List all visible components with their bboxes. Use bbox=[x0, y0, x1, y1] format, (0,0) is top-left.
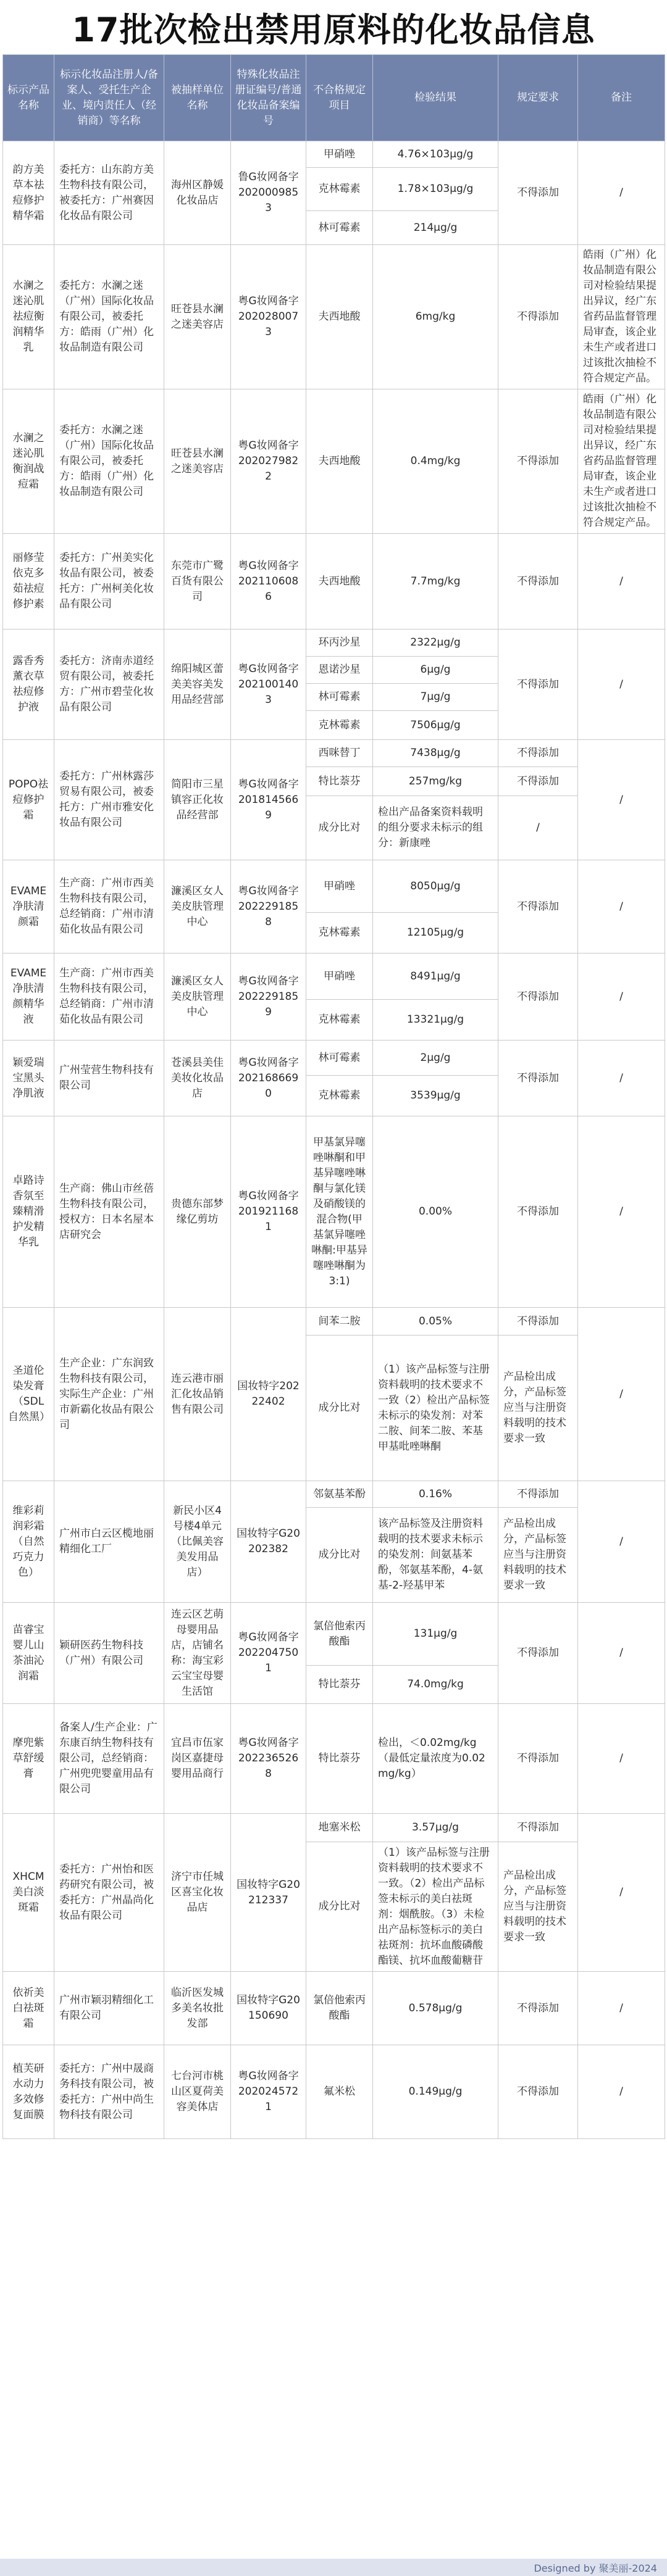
table-row bbox=[3, 1041, 665, 1076]
header-sampled-unit: 被抽样单位名称 bbox=[164, 55, 231, 141]
test-result-cell: 0.00% bbox=[373, 1116, 498, 1308]
requirement-cell: 不得添加 bbox=[498, 1972, 578, 2045]
product-name-cell: 颖爱瑞宝黑头净肌液 bbox=[3, 1041, 54, 1116]
header-failed-item: 不合格规定项目 bbox=[306, 55, 373, 141]
registration-code-cell: 粤G妆网备字2022291858 bbox=[231, 860, 306, 954]
failed-item-cell: 克林霉素 bbox=[306, 913, 373, 954]
failed-item-cell: 成分比对 bbox=[306, 1508, 373, 1603]
test-result-cell: 3.57μg/g bbox=[373, 1814, 498, 1842]
table-row bbox=[3, 860, 665, 913]
product-name-cell: 依祈美白祛斑霜 bbox=[3, 1972, 54, 2045]
failed-item-cell: 成分比对 bbox=[306, 1842, 373, 1972]
failed-item-cell: 林可霉素 bbox=[306, 1041, 373, 1076]
product-table bbox=[2, 54, 665, 2139]
test-result-cell: 7.7mg/kg bbox=[373, 534, 498, 629]
note-cell: / bbox=[578, 1704, 665, 1814]
failed-item-cell: 夫西地酸 bbox=[306, 534, 373, 629]
footer-credit: Designed by 聚美丽-2024 bbox=[0, 2559, 667, 2576]
failed-item-cell: 西咪替丁 bbox=[306, 740, 373, 767]
table-header-row bbox=[3, 55, 665, 141]
failed-item-cell: 恩诺沙星 bbox=[306, 657, 373, 684]
failed-item-cell: 间苯二胺 bbox=[306, 1308, 373, 1336]
company-cell: 委托方：济南赤道经贸有限公司，被委托方：广州市碧莹化妆品有限公司 bbox=[54, 629, 164, 740]
sampled-unit-cell: 七台河市桃山区夏荷美容美体店 bbox=[164, 2045, 231, 2139]
requirement-cell: 不得添加 bbox=[498, 1308, 578, 1336]
sampled-unit-cell: 濂溪区女人美皮肤管理中心 bbox=[164, 860, 231, 954]
test-result-cell: 检出产品备案资料载明的组分要求未标示的组分：新康唑 bbox=[373, 796, 498, 860]
requirement-cell: 不得添加 bbox=[498, 740, 578, 767]
test-result-cell: 74.0mg/kg bbox=[373, 1666, 498, 1704]
sampled-unit-cell: 东莞市广鹭百货有限公司 bbox=[164, 534, 231, 629]
failed-item-cell: 成分比对 bbox=[306, 796, 373, 860]
note-cell: / bbox=[578, 2045, 665, 2139]
table-row bbox=[3, 141, 665, 168]
note-cell: / bbox=[578, 1116, 665, 1308]
product-table-wrapper bbox=[2, 54, 665, 2139]
note-cell: / bbox=[578, 1814, 665, 1972]
failed-item-cell: 林可霉素 bbox=[306, 211, 373, 245]
failed-item-cell: 氟米松 bbox=[306, 2045, 373, 2139]
company-cell: 备案人/生产企业：广东康百纳生物科技有限公司，总经销商：广州兜兜婴童用品有限公司 bbox=[54, 1704, 164, 1814]
note-cell: / bbox=[578, 1481, 665, 1603]
failed-item-cell: 夫西地酸 bbox=[306, 245, 373, 389]
sampled-unit-cell: 濂溪区女人美皮肤管理中心 bbox=[164, 954, 231, 1041]
product-name-cell: 水澜之迷沁肌祛痘衡润精华乳 bbox=[3, 245, 54, 389]
test-result-cell: 8050μg/g bbox=[373, 860, 498, 913]
product-name-cell: 维彩莉润彩霜（自然巧克力色） bbox=[3, 1481, 54, 1603]
registration-code-cell: 粤G妆网备字2021106086 bbox=[231, 534, 306, 629]
registration-code-cell: 粤G妆网备字2018145669 bbox=[231, 740, 306, 860]
failed-item-cell: 地塞米松 bbox=[306, 1814, 373, 1842]
product-name-cell: 摩兜紫草舒缓膏 bbox=[3, 1704, 54, 1814]
requirement-cell: 不得添加 bbox=[498, 534, 578, 629]
sampled-unit-cell: 苍溪县美佳美妆化妆品店 bbox=[164, 1041, 231, 1116]
note-cell: / bbox=[578, 1041, 665, 1116]
sampled-unit-cell: 济宁市任城区喜宝化妆品店 bbox=[164, 1814, 231, 1972]
product-name-cell: 植芙研水动力多效修复面膜 bbox=[3, 2045, 54, 2139]
header-requirement: 规定要求 bbox=[498, 55, 578, 141]
product-name-cell: XHCM美白淡斑霜 bbox=[3, 1814, 54, 1972]
requirement-cell: 不得添加 bbox=[498, 1116, 578, 1308]
header-registration-code: 特殊化妆品注册证编号/普通化妆品备案编号 bbox=[231, 55, 306, 141]
failed-item-cell: 克林霉素 bbox=[306, 168, 373, 211]
product-name-cell: EVAME净肤清颜霜 bbox=[3, 860, 54, 954]
registration-code-cell: 国妆特字G20202382 bbox=[231, 1481, 306, 1603]
registration-code-cell: 粤G妆网备字2021001403 bbox=[231, 629, 306, 740]
requirement-cell: 产品检出成分，产品标签应当与注册资料载明的技术要求一致 bbox=[498, 1336, 578, 1481]
header-company: 标示化妆品注册人/备案人、受托生产企业、境内责任人（经销商）等名称 bbox=[54, 55, 164, 141]
test-result-cell: 0.149μg/g bbox=[373, 2045, 498, 2139]
table-body bbox=[3, 141, 665, 2139]
note-cell: / bbox=[578, 1308, 665, 1481]
sampled-unit-cell: 旺苍县水澜之迷美容店 bbox=[164, 245, 231, 389]
table-row bbox=[3, 954, 665, 1000]
table-row bbox=[3, 740, 665, 767]
requirement-cell: 不得添加 bbox=[498, 1603, 578, 1704]
note-cell: / bbox=[578, 1972, 665, 2045]
product-name-cell: 卓路诗香氛至臻精滑护发精华乳 bbox=[3, 1116, 54, 1308]
table-row bbox=[3, 2045, 665, 2139]
sampled-unit-cell: 绵阳城区蕾美美容美发用品经营部 bbox=[164, 629, 231, 740]
requirement-cell: 不得添加 bbox=[498, 767, 578, 796]
company-cell: 委托方：广州中晟商务科技有限公司，被委托方：广州中尚生物科技有限公司 bbox=[54, 2045, 164, 2139]
company-cell: 生产商：广州市西美生物科技有限公司，总经销商：广州市清茹化妆品有限公司 bbox=[54, 954, 164, 1041]
requirement-cell: / bbox=[498, 796, 578, 860]
requirement-cell: 不得添加 bbox=[498, 954, 578, 1041]
company-cell: 委托方：广州美实化妆品有限公司，被委托方：广州柯美化妆品有限公司 bbox=[54, 534, 164, 629]
table-row bbox=[3, 1814, 665, 1842]
failed-item-cell: 甲硝唑 bbox=[306, 954, 373, 1000]
sampled-unit-cell: 连云港市丽汇化妆品销售有限公司 bbox=[164, 1308, 231, 1481]
failed-item-cell: 甲硝唑 bbox=[306, 860, 373, 913]
note-cell: / bbox=[578, 740, 665, 860]
registration-code-cell: 国妆特字20222402 bbox=[231, 1308, 306, 1481]
product-name-cell: 水澜之迷沁肌衡润战痘霜 bbox=[3, 389, 54, 534]
registration-code-cell: 粤G妆网备字2022291859 bbox=[231, 954, 306, 1041]
table-row bbox=[3, 1603, 665, 1666]
note-cell: / bbox=[578, 629, 665, 740]
test-result-cell: （1）该产品标签与注册资料载明的技术要求不一致。（2）检出产品标签未标示的美白祛斑剂：烟酰胺。（3）未检出产品标签标示的美白祛斑剂：抗坏血酸磷酸酯镁、抗坏血酸葡糖苷 bbox=[373, 1842, 498, 1972]
page-title: 17批次检出禁用原料的化妆品信息 bbox=[72, 10, 595, 49]
requirement-cell: 不得添加 bbox=[498, 1041, 578, 1116]
failed-item-cell: 夫西地酸 bbox=[306, 389, 373, 534]
table-row bbox=[3, 389, 665, 534]
test-result-cell: 0.16% bbox=[373, 1481, 498, 1508]
product-name-cell: 露香秀薰衣草祛痘修护液 bbox=[3, 629, 54, 740]
note-cell: 皓雨（广州）化妆品制造有限公司对检验结果提出异议，经广东省药品监督管理局审查，该企业未生产或者进口过该批次抽检不符合规定产品。 bbox=[578, 389, 665, 534]
test-result-cell: 3539μg/g bbox=[373, 1076, 498, 1116]
requirement-cell: 不得添加 bbox=[498, 629, 578, 740]
test-result-cell: 0.578μg/g bbox=[373, 1972, 498, 2045]
product-name-cell: 韵方美草本祛痘修护精华霜 bbox=[3, 141, 54, 245]
registration-code-cell: 粤G妆网备字2021686690 bbox=[231, 1041, 306, 1116]
note-cell: / bbox=[578, 1603, 665, 1704]
failed-item-cell: 林可霉素 bbox=[306, 684, 373, 711]
failed-item-cell: 成分比对 bbox=[306, 1336, 373, 1481]
sampled-unit-cell: 贵德东部梦缘亿剪坊 bbox=[164, 1116, 231, 1308]
requirement-cell: 不得添加 bbox=[498, 1481, 578, 1508]
test-result-cell: 7506μg/g bbox=[373, 711, 498, 740]
company-cell: 委托方：广州林露莎贸易有限公司，被委托方：广州市雅安化妆品有限公司 bbox=[54, 740, 164, 860]
note-cell: / bbox=[578, 534, 665, 629]
table-row bbox=[3, 1704, 665, 1814]
company-cell: 生产企业：广东润致生物科技有限公司，实际生产企业：广州市新霸化妆品有限公司 bbox=[54, 1308, 164, 1481]
requirement-cell: 不得添加 bbox=[498, 1814, 578, 1842]
test-result-cell: 2322μg/g bbox=[373, 629, 498, 657]
test-result-cell: 0.4mg/kg bbox=[373, 389, 498, 534]
test-result-cell: 6μg/g bbox=[373, 657, 498, 684]
registration-code-cell: 粤G妆网备字2020280073 bbox=[231, 245, 306, 389]
registration-code-cell: 国妆特字G20212337 bbox=[231, 1814, 306, 1972]
table-row bbox=[3, 534, 665, 629]
requirement-cell: 产品检出成分，产品标签应当与注册资料载明的技术要求一致 bbox=[498, 1842, 578, 1972]
company-cell: 委托方：广州怡和医药研究有限公司，被委托方：广州晶尚化妆品有限公司 bbox=[54, 1814, 164, 1972]
table-row bbox=[3, 1308, 665, 1336]
company-cell: 颖研医药生物科技（广州）有限公司 bbox=[54, 1603, 164, 1704]
test-result-cell: 131μg/g bbox=[373, 1603, 498, 1666]
registration-code-cell: 粤G妆网备字2020279822 bbox=[231, 389, 306, 534]
product-name-cell: EVAME净肤清颜精华液 bbox=[3, 954, 54, 1041]
test-result-cell: 12105μg/g bbox=[373, 913, 498, 954]
table-row bbox=[3, 1116, 665, 1308]
test-result-cell: 1.78×103μg/g bbox=[373, 168, 498, 211]
sampled-unit-cell: 新民小区4号楼4单元（比佩美容美发用品店） bbox=[164, 1481, 231, 1603]
test-result-cell: 0.05% bbox=[373, 1308, 498, 1336]
failed-item-cell: 特比萘芬 bbox=[306, 1704, 373, 1814]
sampled-unit-cell: 宜昌市伍家岗区嘉捷母婴用品商行 bbox=[164, 1704, 231, 1814]
failed-item-cell: 克林霉素 bbox=[306, 1076, 373, 1116]
requirement-cell: 产品检出成分，产品标签应当与注册资料载明的技术要求一致 bbox=[498, 1508, 578, 1603]
test-result-cell: 7μg/g bbox=[373, 684, 498, 711]
test-result-cell: 检出，＜0.02mg/kg（最低定量浓度为0.02mg/kg） bbox=[373, 1704, 498, 1814]
test-result-cell: 7438μg/g bbox=[373, 740, 498, 767]
test-result-cell: 214μg/g bbox=[373, 211, 498, 245]
note-cell: / bbox=[578, 860, 665, 954]
test-result-cell: 257mg/kg bbox=[373, 767, 498, 796]
failed-item-cell: 邻氨基苯酚 bbox=[306, 1481, 373, 1508]
sampled-unit-cell: 简阳市三星镇容正化妆品经营部 bbox=[164, 740, 231, 860]
note-cell: 皓雨（广州）化妆品制造有限公司对检验结果提出异议，经广东省药品监督管理局审查，该企业未生产或者进口过该批次抽检不符合规定产品。 bbox=[578, 245, 665, 389]
sampled-unit-cell: 临沂医发城多美名妆批发部 bbox=[164, 1972, 231, 2045]
company-cell: 生产商：佛山市丝蓓生物科技有限公司，授权方：日本名屋本店研究会 bbox=[54, 1116, 164, 1308]
header-note: 备注 bbox=[578, 55, 665, 141]
company-cell: 广州市颖羽精细化工有限公司 bbox=[54, 1972, 164, 2045]
company-cell: 委托方：水澜之迷（广州）国际化妆品有限公司，被委托方：皓雨（广州）化妆品制造有限公司 bbox=[54, 389, 164, 534]
failed-item-cell: 特比萘芬 bbox=[306, 767, 373, 796]
note-cell: / bbox=[578, 141, 665, 245]
header-product-name: 标示产品名称 bbox=[3, 55, 54, 141]
registration-code-cell: 鲁G妆网备字2020009853 bbox=[231, 141, 306, 245]
table-row bbox=[3, 1481, 665, 1508]
failed-item-cell: 特比萘芬 bbox=[306, 1666, 373, 1704]
company-cell: 委托方：山东韵方美生物科技有限公司，被委托方：广州赛因化妆品有限公司 bbox=[54, 141, 164, 245]
product-name-cell: 苗睿宝婴儿山茶油沁润霜 bbox=[3, 1603, 54, 1704]
test-result-cell: 13321μg/g bbox=[373, 1000, 498, 1041]
test-result-cell: 6mg/kg bbox=[373, 245, 498, 389]
failed-item-cell: 氯倍他索丙酸酯 bbox=[306, 1603, 373, 1666]
header-test-result: 检验结果 bbox=[373, 55, 498, 141]
failed-item-cell: 甲硝唑 bbox=[306, 141, 373, 168]
sampled-unit-cell: 连云区艺萌母婴用品店，店铺名称：海宝彩云宝宝母婴生活馆 bbox=[164, 1603, 231, 1704]
requirement-cell: 不得添加 bbox=[498, 860, 578, 954]
registration-code-cell: 粤G妆网备字2019211681 bbox=[231, 1116, 306, 1308]
company-cell: 广州市白云区榄地丽精细化工厂 bbox=[54, 1481, 164, 1603]
test-result-cell: 8491μg/g bbox=[373, 954, 498, 1000]
requirement-cell: 不得添加 bbox=[498, 245, 578, 389]
failed-item-cell: 克林霉素 bbox=[306, 1000, 373, 1041]
sampled-unit-cell: 旺苍县水澜之迷美容店 bbox=[164, 389, 231, 534]
company-cell: 生产商：广州市西美生物科技有限公司，总经销商：广州市清茹化妆品有限公司 bbox=[54, 860, 164, 954]
test-result-cell: 4.76×103μg/g bbox=[373, 141, 498, 168]
table-row bbox=[3, 245, 665, 389]
note-cell: / bbox=[578, 954, 665, 1041]
company-cell: 广州莹营生物科技有限公司 bbox=[54, 1041, 164, 1116]
company-cell: 委托方：水澜之迷（广州）国际化妆品有限公司，被委托方：皓雨（广州）化妆品制造有限公司 bbox=[54, 245, 164, 389]
registration-code-cell: 粤G妆网备字2022365268 bbox=[231, 1704, 306, 1814]
sampled-unit-cell: 海州区静媛化妆品店 bbox=[164, 141, 231, 245]
registration-code-cell: 国妆特字G20150690 bbox=[231, 1972, 306, 2045]
failed-item-cell: 环丙沙星 bbox=[306, 629, 373, 657]
product-name-cell: POPO祛痘修护霜 bbox=[3, 740, 54, 860]
registration-code-cell: 粤G妆网备字2020245721 bbox=[231, 2045, 306, 2139]
product-name-cell: 丽修莹依克多茹祛痘修护素 bbox=[3, 534, 54, 629]
test-result-cell: （1）该产品标签与注册资料载明的技术要求不一致（2）检出产品标签未标示的染发剂：对苯二胺、间苯二胺、苯基甲基吡唑啉酮 bbox=[373, 1336, 498, 1481]
table-row bbox=[3, 1972, 665, 2045]
requirement-cell: 不得添加 bbox=[498, 389, 578, 534]
test-result-cell: 2μg/g bbox=[373, 1041, 498, 1076]
failed-item-cell: 氯倍他索丙酸酯 bbox=[306, 1972, 373, 2045]
table-row bbox=[3, 629, 665, 657]
product-name-cell: 圣道伦染发膏（SDL自然黑） bbox=[3, 1308, 54, 1481]
requirement-cell: 不得添加 bbox=[498, 1704, 578, 1814]
test-result-cell: 该产品标签及注册资料载明的技术要求未标示的染发剂：间氨基苯酚，邻氨基苯酚，4-氨基-2-羟基甲苯 bbox=[373, 1508, 498, 1603]
failed-item-cell: 克林霉素 bbox=[306, 711, 373, 740]
registration-code-cell: 粤G妆网备字2022047501 bbox=[231, 1603, 306, 1704]
requirement-cell: 不得添加 bbox=[498, 141, 578, 245]
requirement-cell: 不得添加 bbox=[498, 2045, 578, 2139]
failed-item-cell: 甲基氯异噻唑啉酮和甲基异噻唑啉酮与氯化镁及硝酸镁的混合物(甲基氯异噻唑啉酮:甲基异噻唑啉酮为3:1) bbox=[306, 1116, 373, 1308]
